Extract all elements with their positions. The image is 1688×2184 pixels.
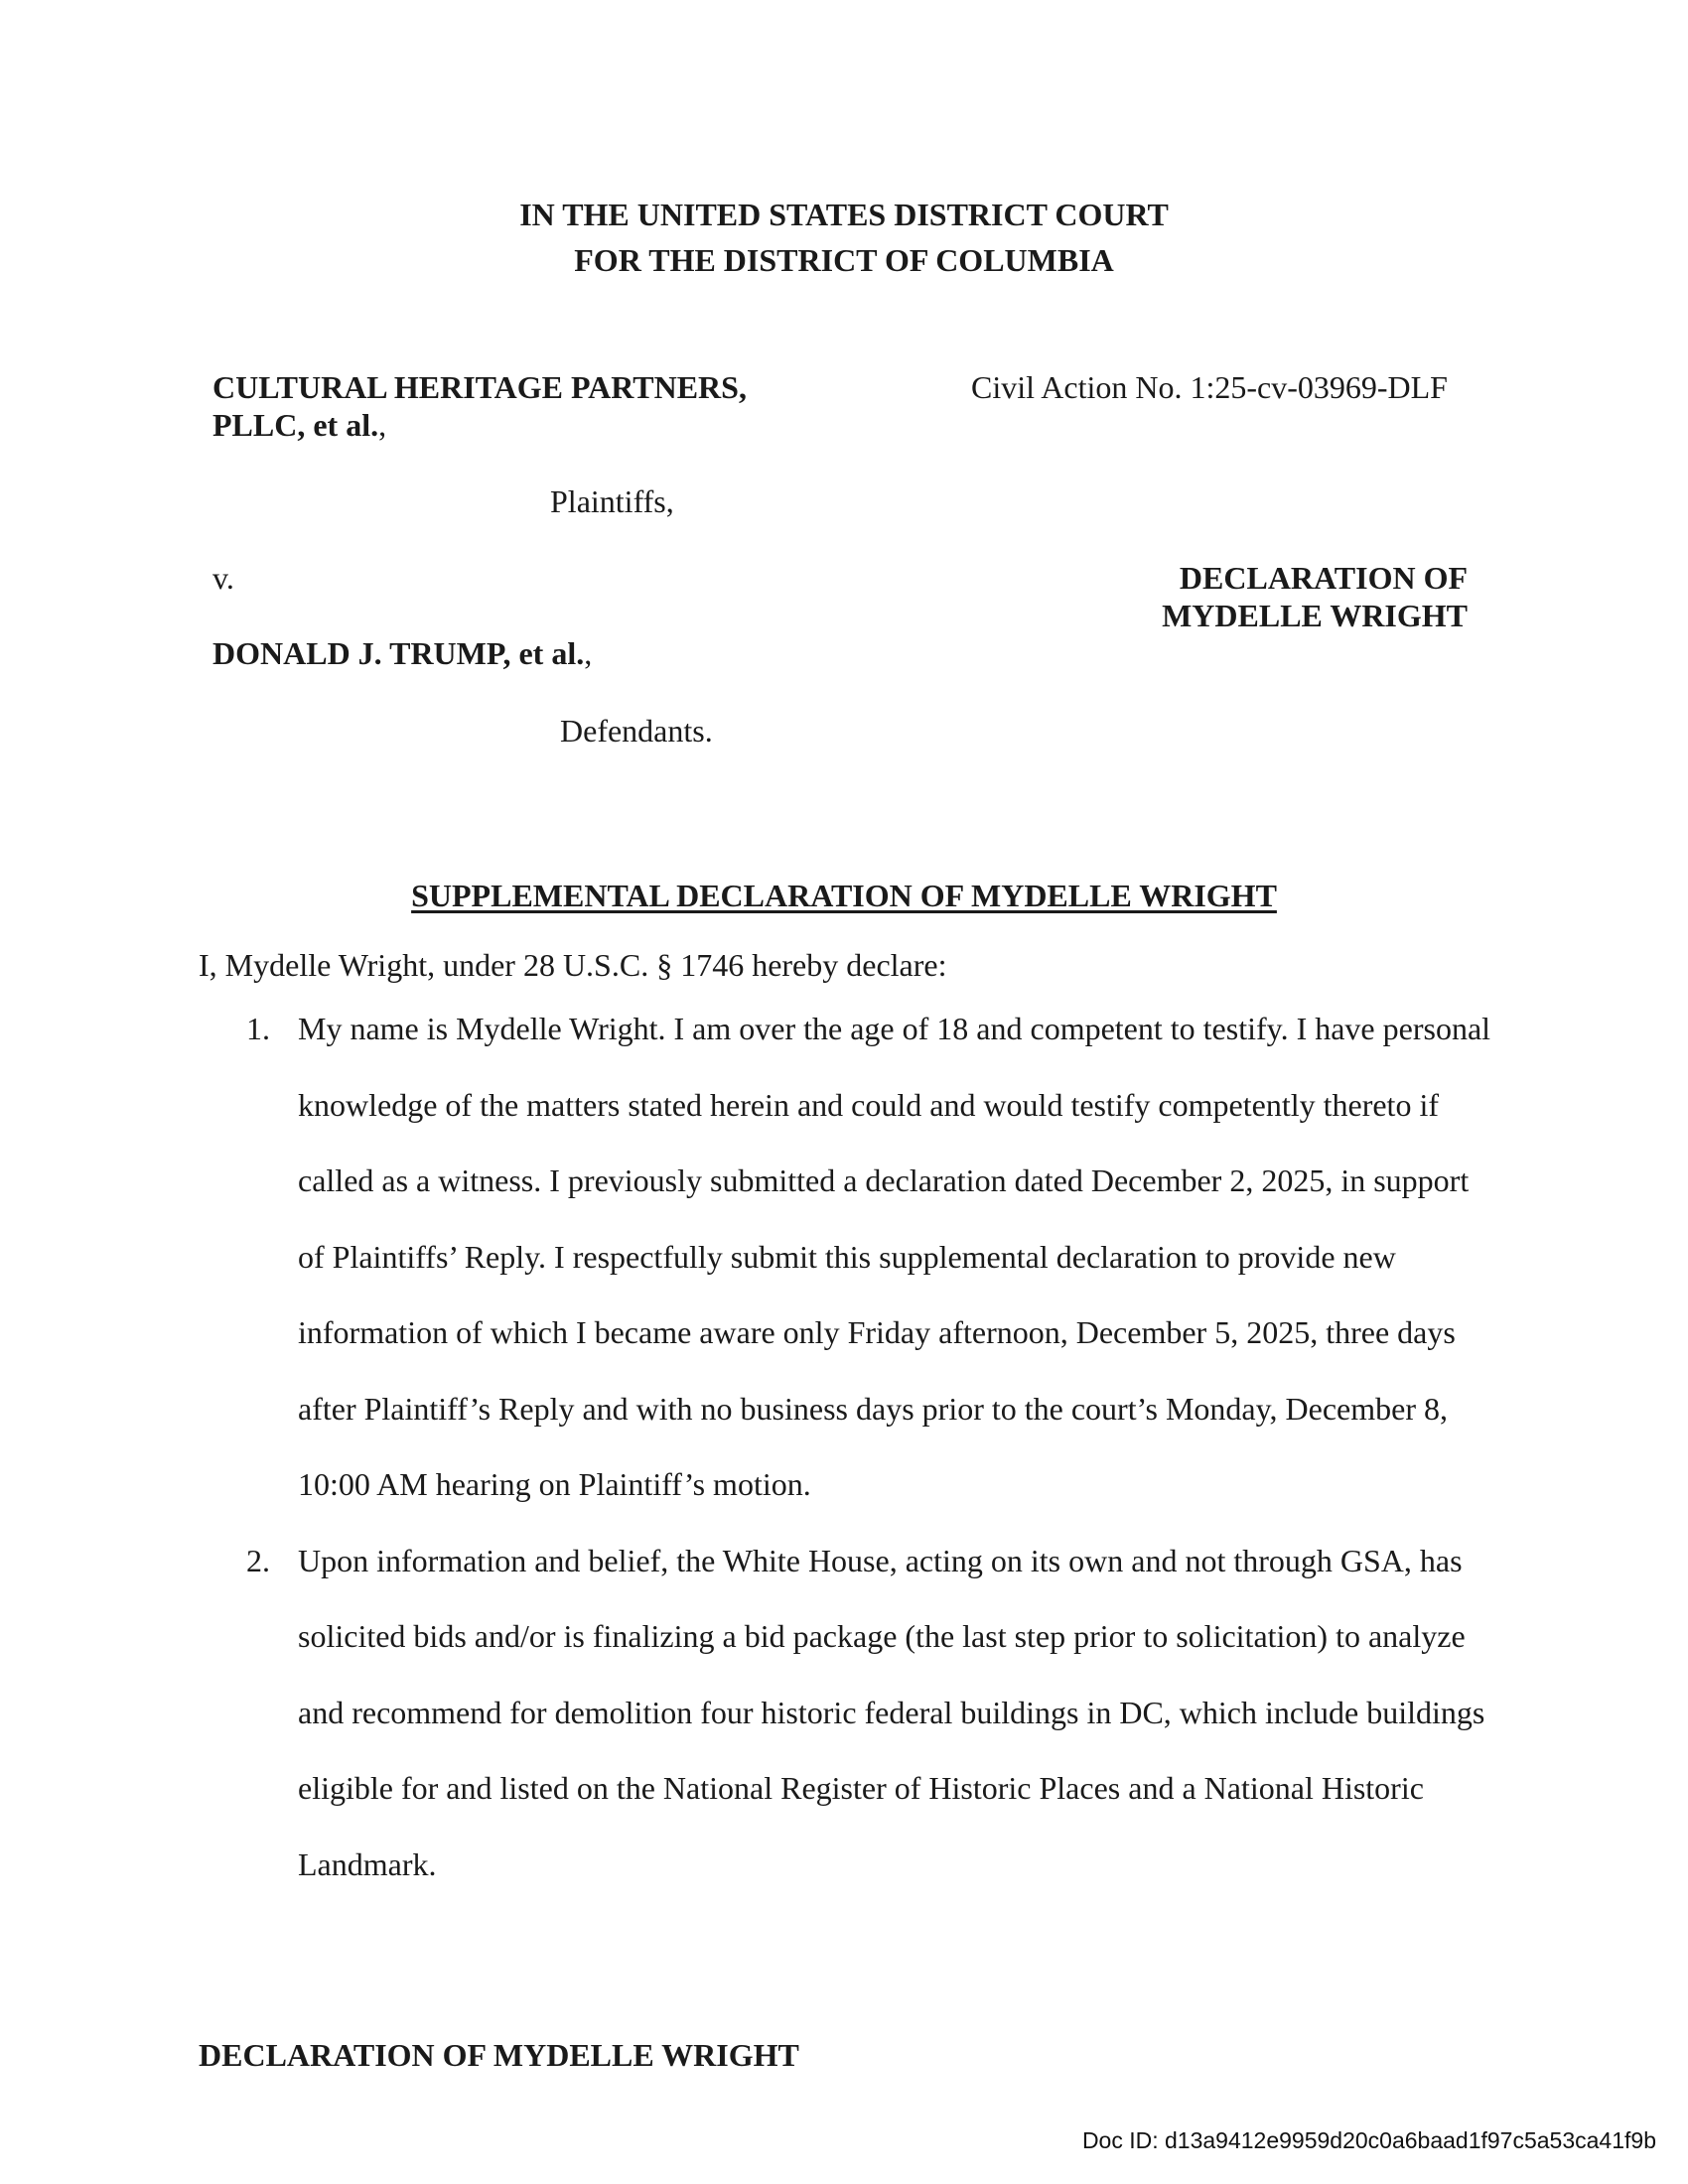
plaintiff-name-line-1: CULTURAL HERITAGE PARTNERS, xyxy=(212,369,747,405)
versus-label: v. xyxy=(212,560,234,596)
paragraph-number: 2. xyxy=(246,1542,270,1578)
paragraph-number: 1. xyxy=(246,1011,270,1046)
defendant-name-text: DONALD J. TRUMP, et al. xyxy=(212,635,585,671)
caption-doc-title-line-2: MYDELLE WRIGHT xyxy=(1162,598,1468,633)
declaration-intro: I, Mydelle Wright, under 28 U.S.C. § 1746 hereby declare: xyxy=(199,947,947,983)
defendants-role: Defendants. xyxy=(560,713,713,749)
doc-id-stamp: Doc ID: d13a9412e9959d20c0a6baad1f97c5a53ca41f9b xyxy=(1081,2127,1656,2153)
plaintiff-name-line-2-text: PLLC, et al. xyxy=(212,407,379,443)
declaration-paragraphs xyxy=(246,991,1497,1902)
court-name-line-1: IN THE UNITED STATES DISTRICT COURT xyxy=(519,197,1169,232)
defendant-name xyxy=(212,635,592,672)
court-name-line-2: FOR THE DISTRICT OF COLUMBIA xyxy=(574,242,1114,278)
plaintiff-name-line-2-punct: , xyxy=(378,407,387,443)
plaintiff-name-line-2 xyxy=(212,407,386,444)
declaration-title: SUPPLEMENTAL DECLARATION OF MYDELLE WRIGHT xyxy=(411,878,1277,913)
declaration-paragraph-1 xyxy=(246,991,1497,1523)
civil-action-number: Civil Action No. 1:25-cv-03969-DLF xyxy=(971,369,1448,405)
paragraph-text: My name is Mydelle Wright. I am over the age of 18 and competent to testify. I have personal knowledge of the matters stated herein and could and would testify competently thereto if called as a witness. I previously submitted a declaration dated December 2, 2025, in support of Plaintiffs’ Reply. I respectfully submit this supplemental declaration to provide new information of which I became aware only Friday afternoon, December 5, 2025, three days after Plaintiff’s Reply and with no business days prior to the court’s Monday, December 8, 10:00 AM hearing on Plaintiff’s motion. xyxy=(298,1011,1491,1502)
plaintiffs-role: Plaintiffs, xyxy=(550,483,674,519)
running-footer-title: DECLARATION OF MYDELLE WRIGHT xyxy=(199,2037,799,2073)
declaration-paragraph-2 xyxy=(246,1523,1497,1903)
defendant-name-punct: , xyxy=(584,635,593,671)
paragraph-text: Upon information and belief, the White House, acting on its own and not through GSA, has solicited bids and/or is finalizing a bid package (the last step prior to solicitation) to analyze and recommend for demolition four historic federal buildings in DC, which include buildings eligible for and listed on the National Register of Historic Places and a National Historic Landmark. xyxy=(298,1542,1485,1882)
caption-doc-title-line-1: DECLARATION OF xyxy=(1179,560,1468,596)
